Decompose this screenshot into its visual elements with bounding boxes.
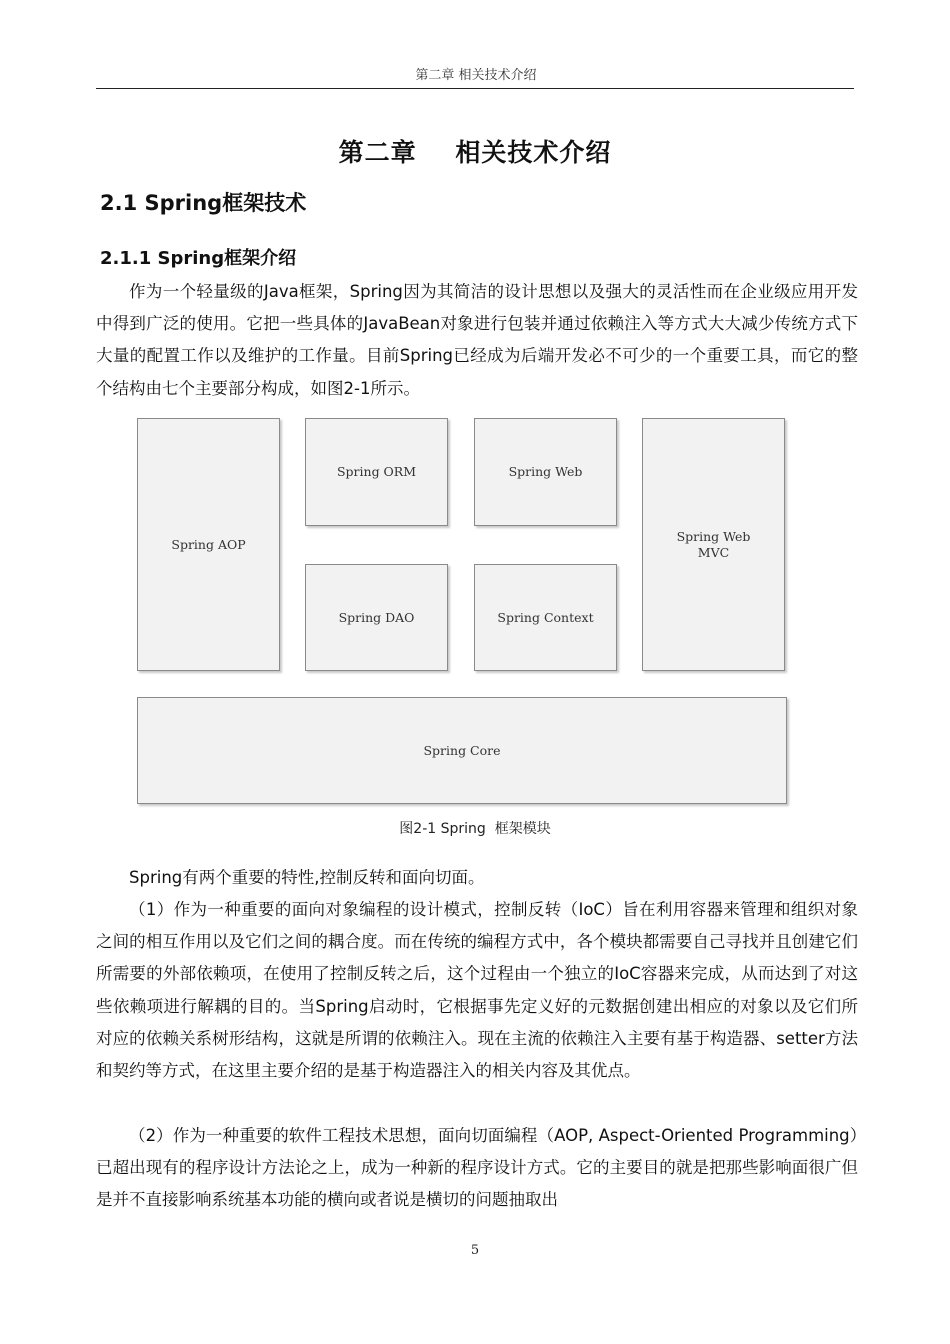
intro-paragraph: 作为一个轻量级的Java框架，Spring因为其简洁的设计思想以及强大的灵活性而在企业级应用开发中得到广泛的使用。它把一些具体的JavaBean对象进行包装并通过依赖注入等方式大大减少传统方式下大量的配置工作以及维护的工作量。目前Spring已经成为后端开发必不可少的一个重要工具，而它的整个结构由七个主要部分构成，如图2-1所示。	[96, 282, 858, 398]
chapter-title: 第二章 相关技术介绍	[338, 138, 612, 167]
running-header: 第二章 相关技术介绍	[415, 68, 537, 83]
figure-caption: 图2-1 Spring 框架模块	[399, 821, 551, 837]
module-spring-dao: Spring DAO	[305, 564, 448, 671]
module-spring-context: Spring Context	[474, 564, 617, 671]
body-paragraph-2: （1）作为一种重要的面向对象编程的设计模式，控制反转（IoC）旨在利用容器来管理和组织对象之间的相互作用以及它们之间的耦合度。而在传统的编程方式中，各个模块都需要自己寻找并且创建它们所需要的外部依赖项，在使用了控制反转之后，这个过程由一个独立的IoC容器来完成，从而达到了对这些依赖项进行解耦的目的。当Spring启动时，它根据事先定义好的元数据创建出相应的对象以及它们所对应的依赖关系树形结构，这就是所谓的依赖注入。现在主流的依赖注入主要有基于构造器、setter方法和契约等方式，在这里主要介绍的是基于构造器注入的相关内容及其优点。	[96, 900, 858, 1081]
module-spring-web: Spring Web	[474, 418, 617, 526]
page-number: 5	[470, 1243, 480, 1258]
body-paragraph-1: Spring有两个重要的特性,控制反转和面向切面。	[129, 868, 485, 887]
header-rule	[96, 88, 854, 89]
module-spring-orm: Spring ORM	[305, 418, 448, 526]
module-spring-aop: Spring AOP	[137, 418, 280, 671]
section-heading: 2.1 Spring框架技术	[100, 191, 307, 215]
subsection-heading: 2.1.1 Spring框架介绍	[100, 248, 297, 269]
module-spring-web-mvc: Spring Web MVC	[642, 418, 785, 671]
body-paragraph-3: （2）作为一种重要的软件工程技术思想，面向切面编程（AOP, Aspect-Oriented Programming）已超出现有的程序设计方法论之上，成为一种新的程序设计方式。它的主要目的就是把那些影响面很广但是并不直接影响系统基本功能的横向或者说是横切的问题抽取出	[96, 1126, 858, 1210]
module-spring-core: Spring Core	[137, 697, 787, 804]
